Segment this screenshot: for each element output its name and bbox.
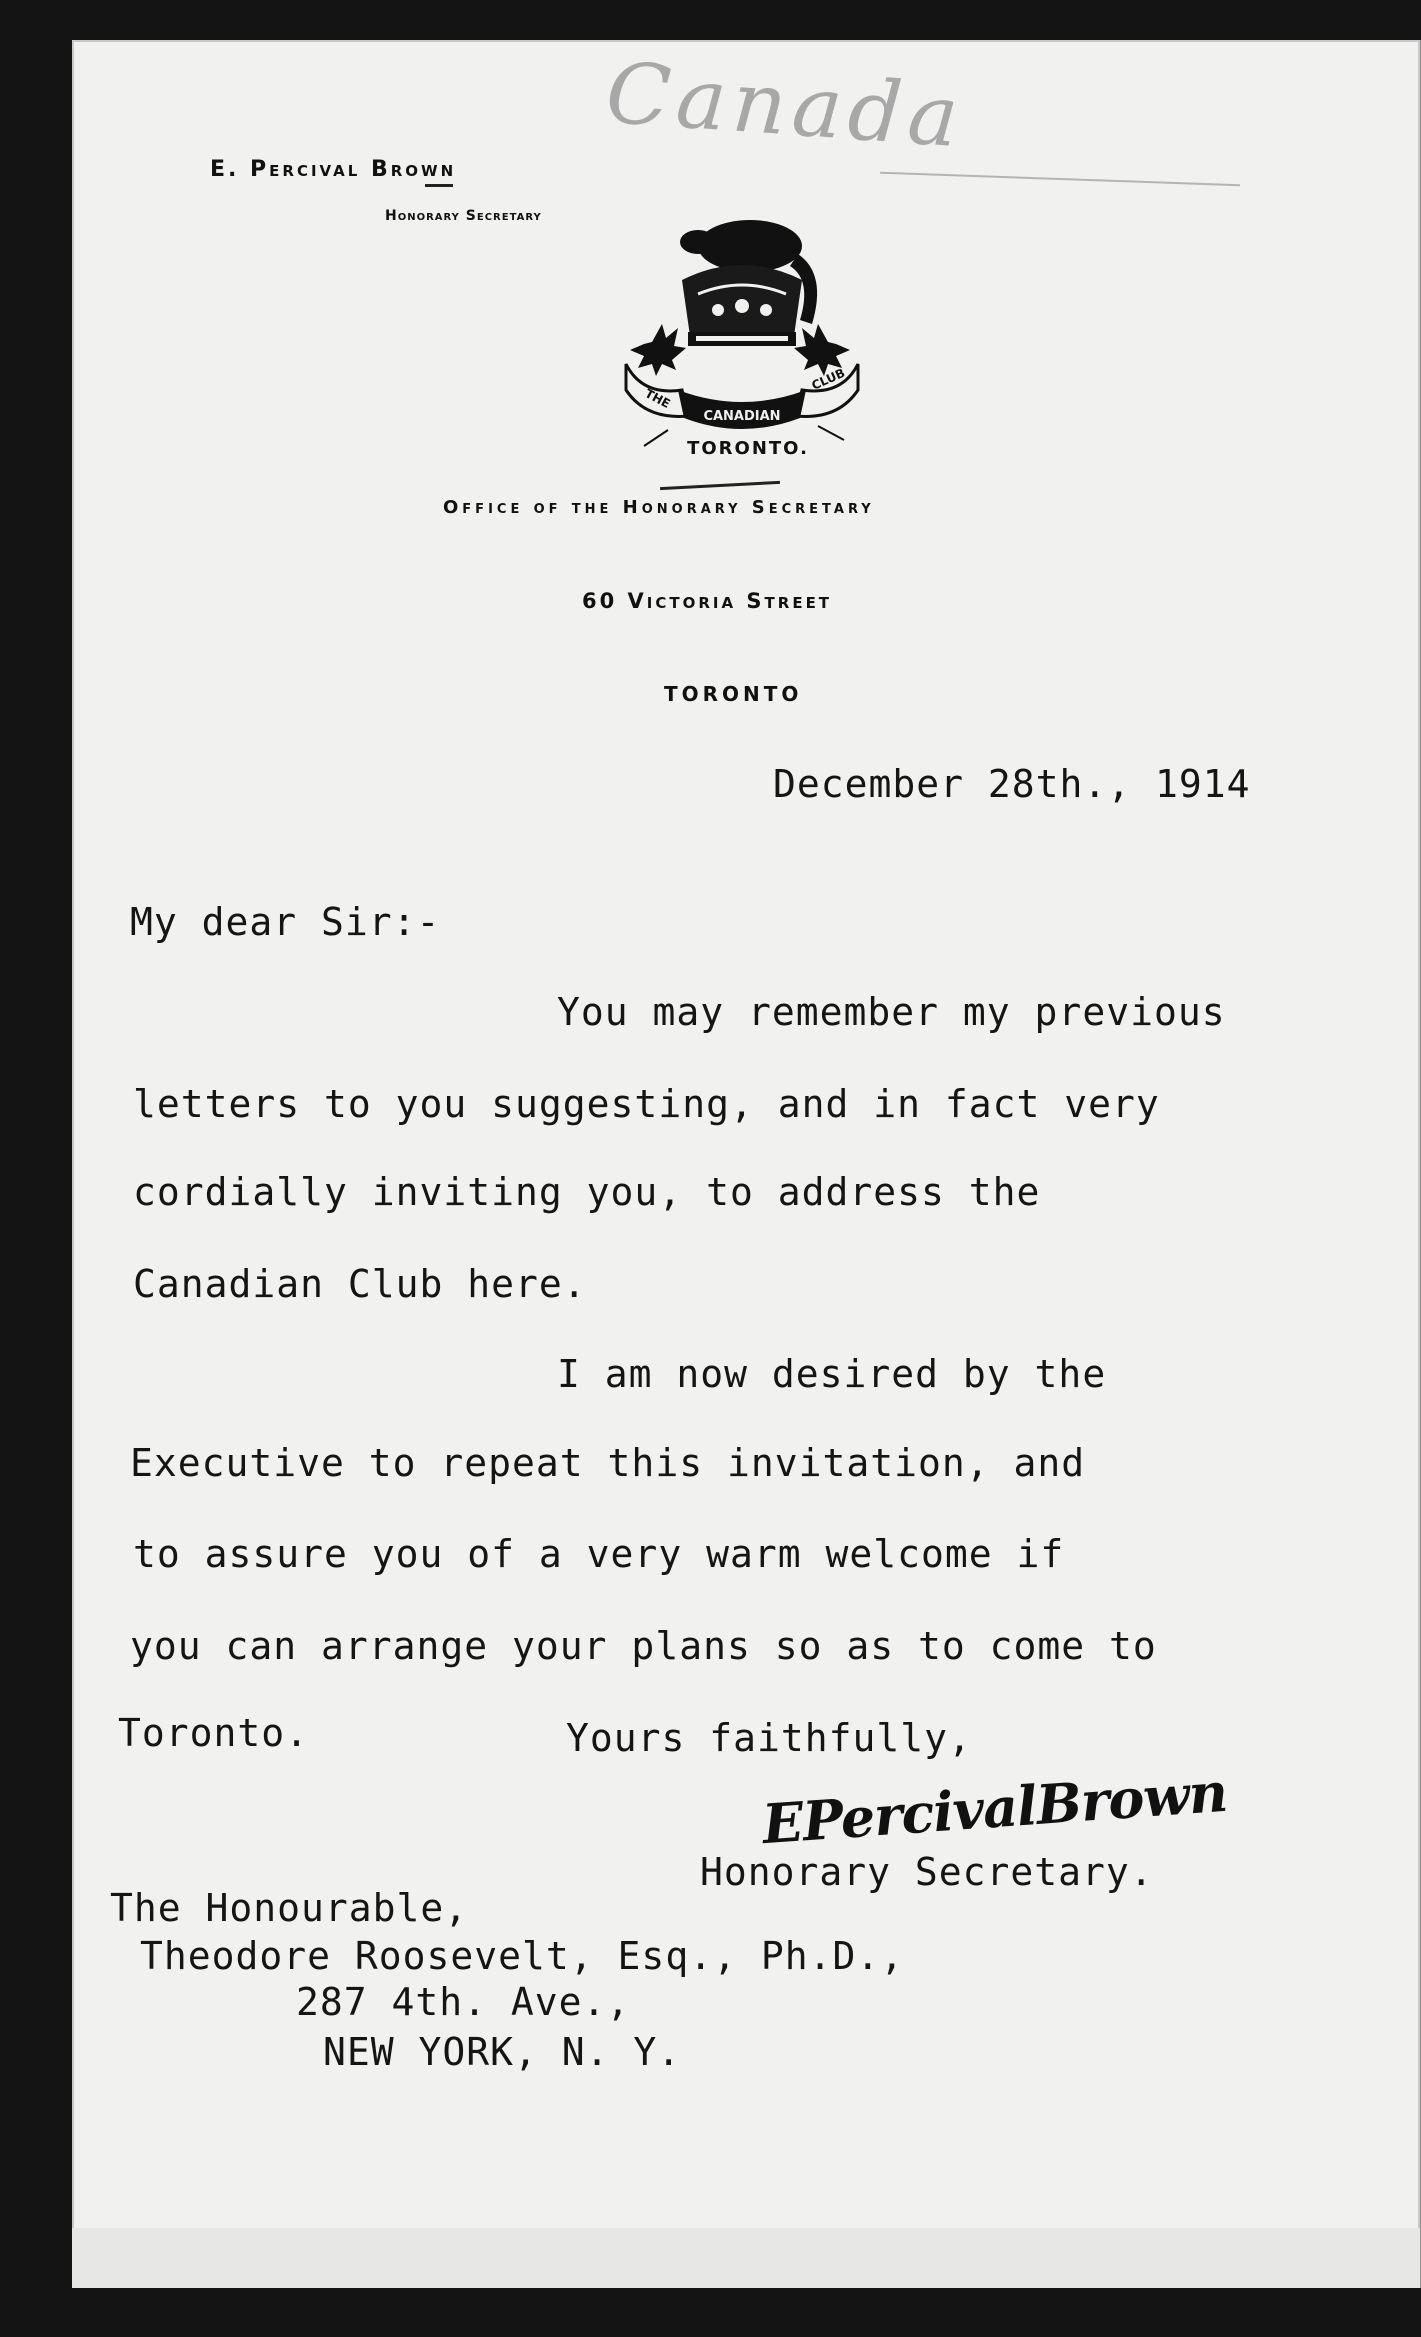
letter-salutation: My dear Sir:- xyxy=(130,900,441,944)
addressee-line-1: The Honourable, xyxy=(110,1886,469,1930)
body-line: You may remember my previous xyxy=(557,990,1226,1034)
letterhead-name: E. Percival Brown xyxy=(210,157,457,182)
body-line: I am now desired by the xyxy=(557,1352,1107,1396)
body-line: Canadian Club here. xyxy=(133,1262,587,1306)
signer-title: Honorary Secretary. xyxy=(700,1850,1154,1894)
body-line: Executive to repeat this invitation, and xyxy=(130,1441,1086,1485)
crest-banner-word-3: CLUB xyxy=(809,365,848,393)
letterhead-office: Office of the Honorary Secretary xyxy=(443,497,875,518)
addressee-line-2: Theodore Roosevelt, Esq., Ph.D., xyxy=(140,1934,905,1978)
letterhead-name-flourish xyxy=(425,184,453,187)
handwritten-note: Canada xyxy=(603,43,968,167)
body-line: letters to you suggesting, and in fact very xyxy=(133,1082,1160,1126)
body-line: you can arrange your plans so as to come to xyxy=(130,1624,1157,1668)
body-line: cordially inviting you, to address the xyxy=(133,1170,1041,1214)
letterhead-city: TORONTO xyxy=(664,682,803,706)
body-line: Toronto. xyxy=(118,1711,310,1755)
maple-leaf-left-icon xyxy=(630,324,686,376)
letter-date: December 28th., 1914 xyxy=(773,762,1251,806)
letterhead-street: 60 Victoria Street xyxy=(582,589,833,613)
crest-banner xyxy=(626,364,858,429)
crest-city: TORONTO. xyxy=(687,438,809,459)
canadian-club-crest xyxy=(622,214,862,460)
letterhead-title: Honorary Secretary xyxy=(385,208,542,224)
crest-banner-word-2: CANADIAN xyxy=(703,409,781,424)
crest-banner-word-1: THE xyxy=(642,386,673,412)
addressee-line-3: 287 4th. Ave., xyxy=(296,1980,631,2024)
letter-closing: Yours faithfully, xyxy=(566,1716,972,1760)
body-line: to assure you of a very warm welcome if xyxy=(133,1532,1065,1576)
signature: EPercivalBrown xyxy=(760,1759,1229,1857)
addressee-line-4: NEW YORK, N. Y. xyxy=(323,2030,682,2074)
crown-icon xyxy=(682,265,802,346)
